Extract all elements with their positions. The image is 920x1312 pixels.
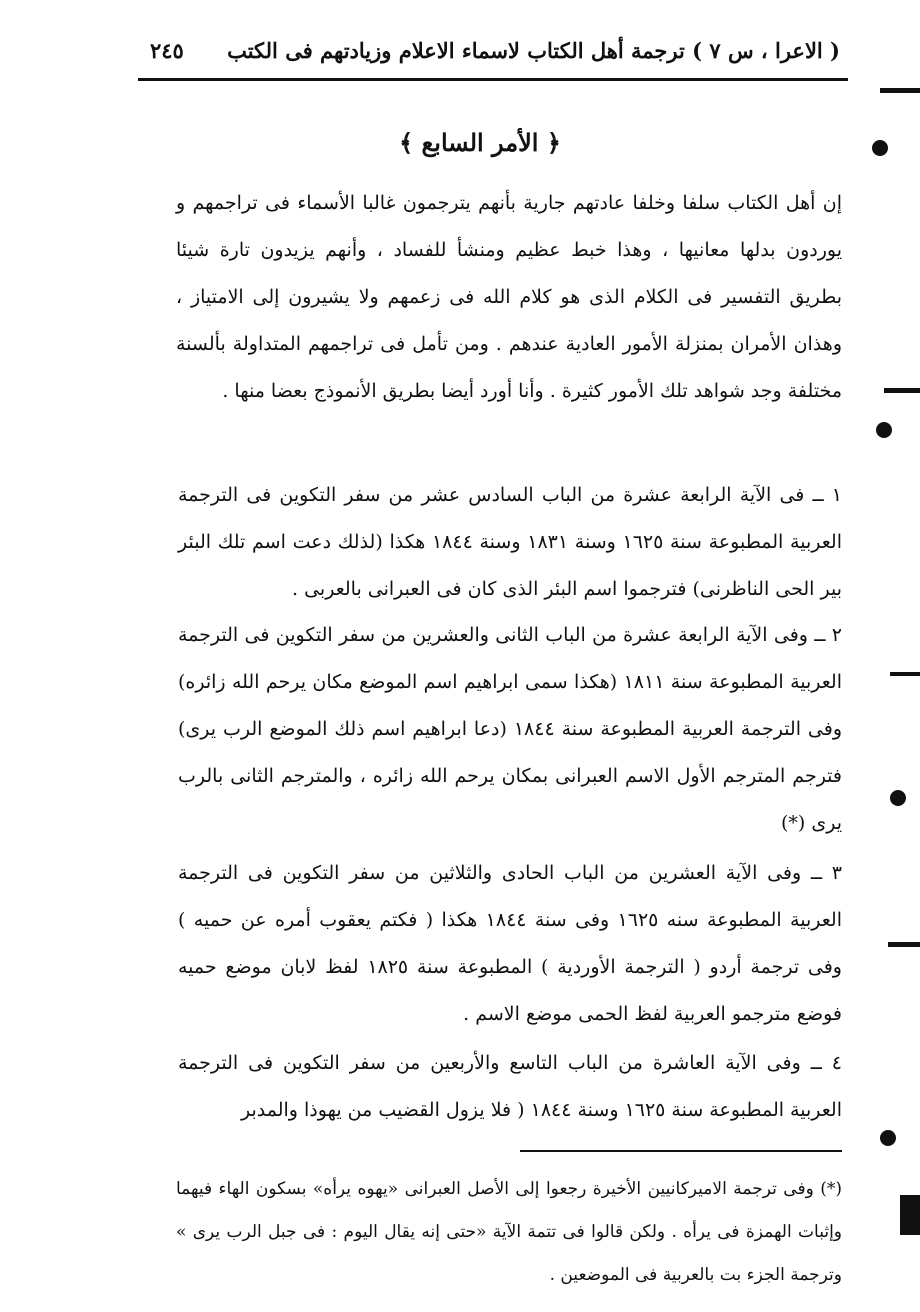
header-rule <box>138 78 848 81</box>
intro-paragraph: إن أهل الكتاب سلفا وخلفا عادتهم جارية بأنهم يترجمون غالبا الأسماء فى تراجمهم و يوردون بدلها معانيها ، وهذا خبط عظيم ومنشأ للفساد ، وأنهم يزيدون تارة شيئا بطريق التفسير فى الكلام الذى هو كلام الله فى زعمهم ولا يشيرون إلى الامتياز ، وهذان الأمران بمنزلة الأمور العادية عندهم . ومن تأمل فى تراجمهم المتداولة بألسنة مختلفة وجد شواهد تلك الأمور كثيرة . وأنا أورد أيضا بطريق الأنموذج بعضا منها . <box>176 192 842 402</box>
item-paragraph-3: ٣ ــ وفى الآية العشرين من الباب الحادى والثلاثين من سفر التكوين فى الترجمة العربية المطبوعة سنه ١٦٢٥ وفى سنة ١٨٤٤ هكذا ( فكتم يعقوب أمره عن حميه ) وفى ترجمة أردو ( الترجمة الأوردية ) المطبوعة سنة ١٨٢٥ لفظ لابان موضع حميه فوضع مترجمو العربية لفظ الحمى موضع الاسم . <box>178 862 842 1025</box>
scan-edge-mark <box>888 942 920 947</box>
scan-edge-dot <box>880 1130 896 1146</box>
footnote: (*) وفى ترجمة الاميركانيين الأخيرة رجعوا إلى الأصل العبرانى «يهوه يرأه» بسكون الهاء فيهما وإثبات الهمزة فى يرأه . ولكن قالوا فى تتمة الآية «حتى إنه يقال اليوم : فى جبل الرب يرى » وترجمة الجزء بت بالعربية فى الموضعين . <box>176 1179 842 1285</box>
page-number: ٢٤٥ <box>150 37 184 63</box>
scan-edge-dot <box>872 140 888 156</box>
running-header <box>150 28 840 72</box>
running-title: ( الاعرا ، س ٧ ) ترجمة أهل الكتاب لاسماء الاعلام وزيادتهم فى الكتب <box>227 37 840 63</box>
scan-edge-mark <box>884 388 920 393</box>
scan-edge-mark <box>890 672 920 676</box>
scan-edge-mark <box>880 88 920 93</box>
section-title: ﴿ الأمر السابع ﴾ <box>399 128 561 157</box>
scan-edge-dot <box>876 422 892 438</box>
item-paragraph-4: ٤ ــ وفى الآية العاشرة من الباب التاسع والأربعين من سفر التكوين فى الترجمة العربية المطبوعة سنة ١٦٢٥ وسنة ١٨٤٤ ( فلا يزول القضيب من يهوذا والمدبر <box>178 1052 842 1121</box>
item-paragraph-2: ٢ ــ وفى الآية الرابعة عشرة من الباب الثانى والعشرين من سفر التكوين فى الترجمة العربية المطبوعة سنة ١٨١١ (هكذا سمى ابراهيم اسم الموضع مكان يرحم الله زائره) وفى الترجمة العربية المطبوعة سنة ١٨٤٤ (دعا ابراهيم اسم ذلك الموضع الرب يرى) فترجم المترجم الأول الاسم العبرانى بمكان يرحم الله زائره ، والمترجم الثانى بالرب يرى (*) <box>178 624 843 834</box>
scan-edge-mark <box>900 1195 920 1235</box>
scan-edge-dot <box>890 790 906 806</box>
footnote-rule <box>520 1150 842 1152</box>
item-paragraph-1: ١ ــ فى الآية الرابعة عشرة من الباب السادس عشر من سفر التكوين فى الترجمة العربية المطبوعة سنة ١٦٢٥ وسنة ١٨٣١ وسنة ١٨٤٤ هكذا (لذلك دعت اسم تلك البئر بير الحى الناظرنى) فترجموا اسم البئر الذى كان فى العبرانى بالعربى . <box>178 484 842 600</box>
